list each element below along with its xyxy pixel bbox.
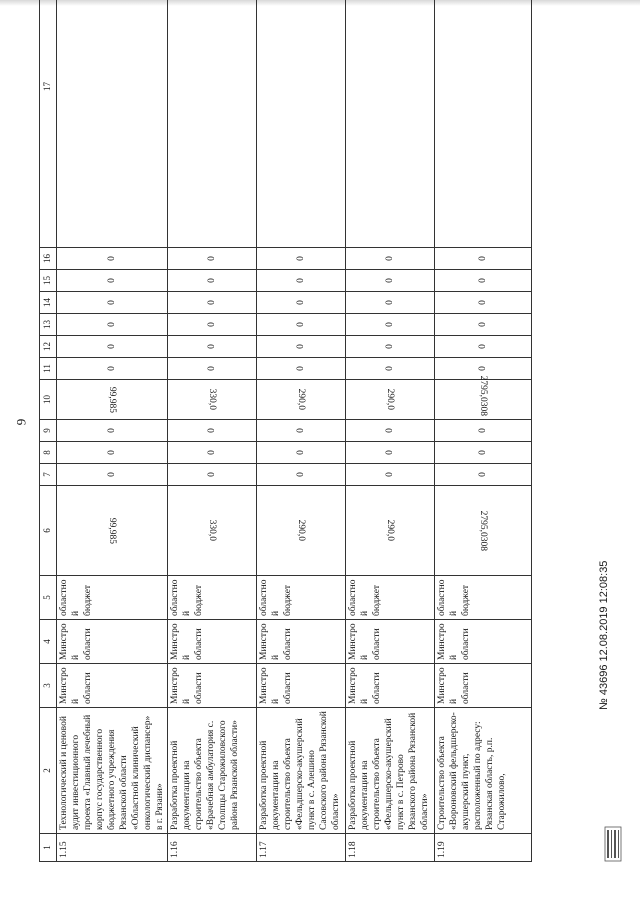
table-cell — [435, 248, 532, 270]
cell-text: 2795,0308 — [478, 375, 488, 416]
row-number-cell — [57, 834, 168, 862]
cell-text: 290,0 — [385, 519, 395, 542]
table-cell — [346, 358, 435, 380]
cell-text: 0 — [107, 428, 117, 433]
cell-text: 99,985 — [107, 517, 117, 544]
cell-text: Минстрой области — [170, 667, 204, 704]
cell-text: 0 — [385, 278, 395, 283]
table-cell — [435, 576, 532, 620]
cell-text: 0 — [207, 428, 217, 433]
table-cell — [257, 248, 346, 270]
table-cell — [57, 248, 168, 270]
table-cell — [57, 464, 168, 486]
table-cell — [257, 336, 346, 358]
document-registration-stamp: № 43696 12.08.2019 12:08:35 — [598, 560, 610, 710]
header-cell: 1 — [40, 834, 57, 862]
cell-text: 0 — [296, 256, 306, 261]
table-cell — [346, 664, 435, 708]
barcode-icon — [604, 826, 622, 862]
header-cell: 16 — [40, 248, 57, 270]
page-number: 9 — [13, 418, 29, 426]
table-cell — [346, 620, 435, 664]
table-cell — [435, 420, 532, 442]
cell-text: 0 — [296, 278, 306, 283]
table-cell — [257, 0, 346, 248]
table-row — [346, 0, 435, 862]
cell-text: 0 — [478, 428, 488, 433]
table-cell — [346, 576, 435, 620]
table-cell — [168, 0, 257, 248]
header-cell: 10 — [40, 380, 57, 420]
cell-text: 0 — [296, 472, 306, 477]
cell-text: Минстрой области — [437, 667, 471, 704]
table-cell — [346, 442, 435, 464]
cell-text: Минстрой области — [59, 623, 93, 660]
table-cell — [257, 270, 346, 292]
table-cell — [257, 314, 346, 336]
cell-text: 0 — [296, 450, 306, 455]
cell-text: 99,985 — [107, 386, 117, 413]
cell-text: Минстрой области — [170, 623, 204, 660]
cell-text: 0 — [478, 300, 488, 305]
table-cell — [257, 620, 346, 664]
cell-text: областной бюджет — [59, 579, 93, 616]
header-cell: 3 — [40, 664, 57, 708]
header-cell: 9 — [40, 420, 57, 442]
cell-text: 0 — [207, 300, 217, 305]
table-cell — [57, 420, 168, 442]
table-cell — [346, 292, 435, 314]
budget-table — [39, 0, 532, 862]
table-cell — [346, 248, 435, 270]
header-cell: 2 — [40, 708, 57, 834]
table-cell — [257, 292, 346, 314]
table-cell — [57, 620, 168, 664]
cell-text: 0 — [385, 322, 395, 327]
cell-text: 0 — [207, 278, 217, 283]
cell-text: 0 — [296, 366, 306, 371]
row-number-cell — [257, 834, 346, 862]
table-cell — [435, 270, 532, 292]
table-cell — [435, 314, 532, 336]
table-cell — [57, 380, 168, 420]
table-cell — [57, 0, 168, 248]
cell-text: 290,0 — [385, 388, 395, 411]
cell-text: 0 — [296, 322, 306, 327]
cell-text: 0 — [385, 366, 395, 371]
cell-text: 0 — [296, 300, 306, 305]
cell-text: 0 — [107, 472, 117, 477]
cell-text: 0 — [385, 428, 395, 433]
cell-text: 0 — [207, 472, 217, 477]
table-cell — [435, 486, 532, 576]
table-cell — [257, 486, 346, 576]
cell-text: 0 — [478, 256, 488, 261]
table-cell — [435, 464, 532, 486]
table-cell — [168, 486, 257, 576]
cell-text: Технологический и ценовой аудит инвестиционного проекта «Главный лечебный корпус государственного бюджетного учреждения Рязанской области «Областной клинический онкологический диспансер» в г. Рязани» — [59, 714, 165, 830]
row-number-cell — [435, 834, 532, 862]
header-cell: 7 — [40, 464, 57, 486]
table-cell — [346, 0, 435, 248]
cell-text: 0 — [207, 344, 217, 349]
cell-text: 1.15 — [59, 841, 69, 858]
table-row — [168, 0, 257, 862]
table-cell — [257, 464, 346, 486]
table-cell — [435, 375, 532, 420]
table-cell — [57, 292, 168, 314]
header-cell: 8 — [40, 442, 57, 464]
table-cell — [346, 270, 435, 292]
cell-text: Минстрой области — [437, 623, 471, 660]
table-cell — [257, 664, 346, 708]
table-cell — [168, 380, 257, 420]
cell-text: 0 — [385, 256, 395, 261]
cell-text: Разработка проектной документации на строительство объекта «Фельдшерско-акушерский пункт в с. Петрово Рязанского района Рязанской области» — [348, 712, 430, 830]
cell-text: 0 — [296, 428, 306, 433]
table-cell — [57, 486, 168, 576]
table-cell — [257, 420, 346, 442]
cell-text: 0 — [478, 450, 488, 455]
table-header-row — [40, 0, 57, 862]
header-cell: 11 — [40, 358, 57, 380]
header-cell: 13 — [40, 314, 57, 336]
table-cell — [57, 576, 168, 620]
header-cell: 14 — [40, 292, 57, 314]
cell-text: Минстрой области — [348, 667, 382, 704]
table-cell — [168, 358, 257, 380]
cell-text: областной бюджет — [437, 579, 471, 616]
table-cell — [435, 0, 532, 248]
cell-text: Разработка проектной документации на строительство объекта «Фельдшерско-акушерский пункт в с. Алешино Сасовского района Рязанской области» — [259, 711, 341, 830]
cell-text: Минстрой области — [59, 667, 93, 704]
table-cell — [435, 336, 532, 358]
header-cell: 15 — [40, 270, 57, 292]
cell-text: Минстрой области — [259, 667, 293, 704]
cell-text: 0 — [478, 366, 488, 371]
cell-text: областной бюджет — [259, 579, 293, 616]
cell-text: 0 — [107, 450, 117, 455]
table-cell — [346, 380, 435, 420]
table-cell — [257, 442, 346, 464]
cell-text: 0 — [207, 366, 217, 371]
cell-text: 0 — [107, 322, 117, 327]
cell-text: Минстрой области — [348, 623, 382, 660]
cell-text: 0 — [385, 300, 395, 305]
table-cell — [57, 442, 168, 464]
row-name-cell — [257, 708, 346, 834]
table-cell — [57, 664, 168, 708]
row-number-cell — [346, 834, 435, 862]
table-cell — [168, 576, 257, 620]
rotated-page-content — [39, 26, 550, 862]
row-name-cell — [346, 708, 435, 834]
table-cell — [346, 486, 435, 576]
cell-text: 0 — [207, 450, 217, 455]
table-cell — [168, 664, 257, 708]
table-cell — [346, 336, 435, 358]
header-cell: 5 — [40, 576, 57, 620]
cell-text: 1.16 — [170, 841, 180, 858]
cell-text: 0 — [107, 300, 117, 305]
table-cell — [57, 358, 168, 380]
cell-text: 0 — [478, 472, 488, 477]
cell-text: 330,0 — [207, 519, 217, 542]
table-cell — [435, 664, 532, 708]
table-cell — [346, 420, 435, 442]
table-cell — [168, 292, 257, 314]
cell-text: Строительство объекта «Вороновский фельдшерско-акушерский пункт, расположенный по адресу: Рязанская область, р.п. Старожилово, — [437, 712, 507, 830]
cell-text: Минстрой области — [259, 623, 293, 660]
cell-text: 0 — [478, 278, 488, 283]
table-cell — [168, 336, 257, 358]
cell-text: областной бюджет — [348, 579, 382, 616]
table-cell — [57, 336, 168, 358]
cell-text: 0 — [107, 278, 117, 283]
table-cell — [435, 620, 532, 664]
cell-text: 0 — [107, 344, 117, 349]
table-cell — [168, 620, 257, 664]
cell-text: 0 — [478, 344, 488, 349]
cell-text: 0 — [207, 256, 217, 261]
table-row — [435, 0, 532, 862]
row-name-cell — [168, 708, 257, 834]
table-cell — [435, 292, 532, 314]
row-name-cell — [435, 708, 532, 834]
cell-text: 0 — [478, 322, 488, 327]
table-cell — [168, 314, 257, 336]
table-cell — [168, 270, 257, 292]
cell-text: 1.18 — [348, 841, 358, 858]
table-cell — [168, 464, 257, 486]
table-cell — [57, 314, 168, 336]
header-cell: 6 — [40, 486, 57, 576]
table-cell — [346, 314, 435, 336]
cell-text: 0 — [385, 472, 395, 477]
table-cell — [257, 358, 346, 380]
row-number-cell — [168, 834, 257, 862]
header-cell: 12 — [40, 336, 57, 358]
table-row — [57, 0, 168, 862]
cell-text: 2795,0308 — [478, 510, 488, 551]
table-cell — [346, 464, 435, 486]
cell-text: 0 — [385, 450, 395, 455]
row-name-cell — [57, 708, 168, 834]
header-cell: 4 — [40, 620, 57, 664]
table-cell — [168, 420, 257, 442]
table-row — [257, 0, 346, 862]
cell-text: 1.19 — [437, 841, 447, 858]
cell-text: 0 — [296, 344, 306, 349]
cell-text: 0 — [107, 256, 117, 261]
cell-text: 330,0 — [207, 388, 217, 411]
header-cell: 17 — [40, 0, 57, 248]
table-cell — [57, 270, 168, 292]
cell-text: 0 — [385, 344, 395, 349]
table-cell — [257, 380, 346, 420]
table-cell — [257, 576, 346, 620]
cell-text: 0 — [107, 366, 117, 371]
cell-text: 290,0 — [296, 519, 306, 542]
cell-text: 290,0 — [296, 388, 306, 411]
table-cell — [435, 442, 532, 464]
table-cell — [168, 442, 257, 464]
cell-text: 0 — [207, 322, 217, 327]
cell-text: 1.17 — [259, 841, 269, 858]
cell-text: областной бюджет — [170, 579, 204, 616]
cell-text: Разработка проектной документации на строительство объекта «Врачебная амбулатория с. Столпцы Старожиловского района Рязанской области» — [170, 720, 240, 830]
table-cell — [168, 248, 257, 270]
